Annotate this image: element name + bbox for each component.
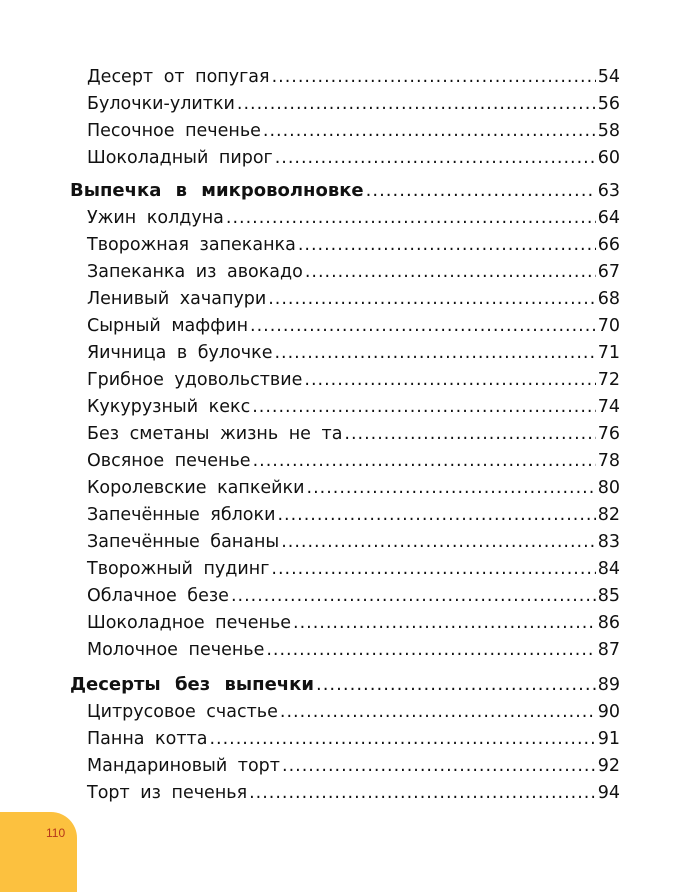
dot-leader <box>280 702 596 722</box>
toc-entry-page: 91 <box>597 728 620 749</box>
dot-leader <box>231 586 596 606</box>
toc-entry <box>87 725 620 752</box>
toc-entry <box>87 609 620 636</box>
toc-entry <box>87 501 620 528</box>
dot-leader <box>282 756 596 776</box>
toc-entry-page: 80 <box>597 477 620 498</box>
dot-leader <box>252 397 596 417</box>
toc-entry-title: Ленивый хачапури <box>87 288 267 309</box>
toc-entry-page: 87 <box>597 639 620 660</box>
toc-entry <box>87 698 620 725</box>
toc-entry <box>87 285 620 312</box>
toc-entry-page: 68 <box>597 288 620 309</box>
dot-leader <box>266 640 595 660</box>
toc-entry-page: 82 <box>597 504 620 525</box>
toc-entry <box>87 312 620 339</box>
toc-entry-title: Творожная запеканка <box>87 234 296 255</box>
toc-entry-page: 86 <box>597 612 620 633</box>
dot-leader <box>237 94 596 114</box>
dot-leader <box>305 262 596 282</box>
toc-entry-title: Ужин колдуна <box>87 207 224 228</box>
toc-entry-title: Облачное безе <box>87 585 229 606</box>
dot-leader <box>274 343 595 363</box>
dot-leader <box>281 532 595 552</box>
toc-entry-title: Грибное удовольствие <box>87 369 303 390</box>
toc-entry-page: 78 <box>597 450 620 471</box>
toc-entry-title: Десерты без выпечки <box>70 674 314 695</box>
toc-entry <box>87 636 620 663</box>
page-corner-decoration <box>0 812 77 892</box>
toc-entry-page: 85 <box>597 585 620 606</box>
dot-leader <box>304 370 595 390</box>
dot-leader <box>268 289 595 309</box>
toc-entry-title: Булочки-улитки <box>87 93 235 114</box>
dot-leader <box>271 559 595 579</box>
toc-entry <box>87 474 620 501</box>
toc-entry-page: 83 <box>597 531 620 552</box>
dot-leader <box>316 674 596 695</box>
toc-entry-title: Кукурузный кекс <box>87 396 251 417</box>
dot-leader <box>277 505 595 525</box>
toc-entry <box>87 231 620 258</box>
toc-entry <box>87 447 620 474</box>
toc-entry-page: 84 <box>597 558 620 579</box>
toc-entry-title: Шоколадное печенье <box>87 612 292 633</box>
dot-leader <box>250 316 596 336</box>
toc-entry <box>87 63 620 90</box>
toc-entry-page: 92 <box>597 755 620 776</box>
toc-entry-title: Без сметаны жизнь не та <box>87 423 343 444</box>
toc-section <box>70 671 620 698</box>
toc-entry <box>87 779 620 806</box>
toc-entry <box>87 144 620 171</box>
toc-entry-title: Королевские капкейки <box>87 477 305 498</box>
dot-leader <box>275 148 596 168</box>
toc-entry-page: 66 <box>597 234 620 255</box>
toc-entry-page: 63 <box>597 180 620 201</box>
table-of-contents <box>0 63 674 806</box>
toc-entry-title: Яичница в булочке <box>87 342 273 363</box>
toc-entry-title: Панна котта <box>87 728 208 749</box>
toc-entry-title: Песочное печенье <box>87 120 261 141</box>
toc-entry-page: 72 <box>597 369 620 390</box>
toc-entry-page: 58 <box>597 120 620 141</box>
toc-entry-page: 90 <box>597 701 620 722</box>
toc-entry-page: 89 <box>597 674 620 695</box>
toc-entry-page: 56 <box>597 93 620 114</box>
toc-entry-page: 76 <box>597 423 620 444</box>
toc-entry-title: Цитрусовое счастье <box>87 701 278 722</box>
toc-entry-title: Запечённые бананы <box>87 531 280 552</box>
dot-leader <box>272 67 596 87</box>
toc-entry <box>87 582 620 609</box>
toc-entry-page: 60 <box>597 147 620 168</box>
toc-entry-page: 71 <box>597 342 620 363</box>
toc-entry-title: Сырный маффин <box>87 315 249 336</box>
dot-leader <box>253 451 596 471</box>
toc-section <box>70 177 620 204</box>
toc-entry-title: Выпечка в микроволновке <box>70 180 364 201</box>
toc-entry <box>87 528 620 555</box>
toc-entry <box>87 752 620 779</box>
toc-entry <box>87 555 620 582</box>
toc-entry-page: 94 <box>597 782 620 803</box>
toc-entry-title: Запеканка из авокадо <box>87 261 303 282</box>
dot-leader <box>249 783 596 803</box>
toc-entry <box>87 339 620 366</box>
dot-leader <box>209 729 595 749</box>
toc-entry <box>87 117 620 144</box>
toc-entry <box>87 258 620 285</box>
toc-entry-page: 70 <box>597 315 620 336</box>
toc-entry <box>87 420 620 447</box>
toc-entry-page: 74 <box>597 396 620 417</box>
toc-entry-page: 67 <box>597 261 620 282</box>
toc-entry-title: Мандариновый торт <box>87 755 280 776</box>
toc-entry-title: Овсяное печенье <box>87 450 251 471</box>
toc-entry-title: Творожный пудинг <box>87 558 270 579</box>
toc-entry-title: Молочное печенье <box>87 639 265 660</box>
toc-entry <box>87 393 620 420</box>
dot-leader <box>307 478 596 498</box>
toc-entry-title: Запечённые яблоки <box>87 504 276 525</box>
dot-leader <box>298 235 596 255</box>
dot-leader <box>366 180 596 201</box>
toc-entry-title: Шоколадный пирог <box>87 147 273 168</box>
dot-leader <box>263 121 596 141</box>
dot-leader <box>293 613 596 633</box>
toc-entry <box>87 204 620 231</box>
toc-entry <box>87 90 620 117</box>
dot-leader <box>226 208 596 228</box>
dot-leader <box>344 424 595 444</box>
toc-entry-title: Десерт от попугая <box>87 66 270 87</box>
toc-entry-page: 54 <box>597 66 620 87</box>
page-number: 110 <box>46 826 66 840</box>
toc-entry <box>87 366 620 393</box>
toc-entry-page: 64 <box>597 207 620 228</box>
toc-entry-title: Торт из печенья <box>87 782 248 803</box>
